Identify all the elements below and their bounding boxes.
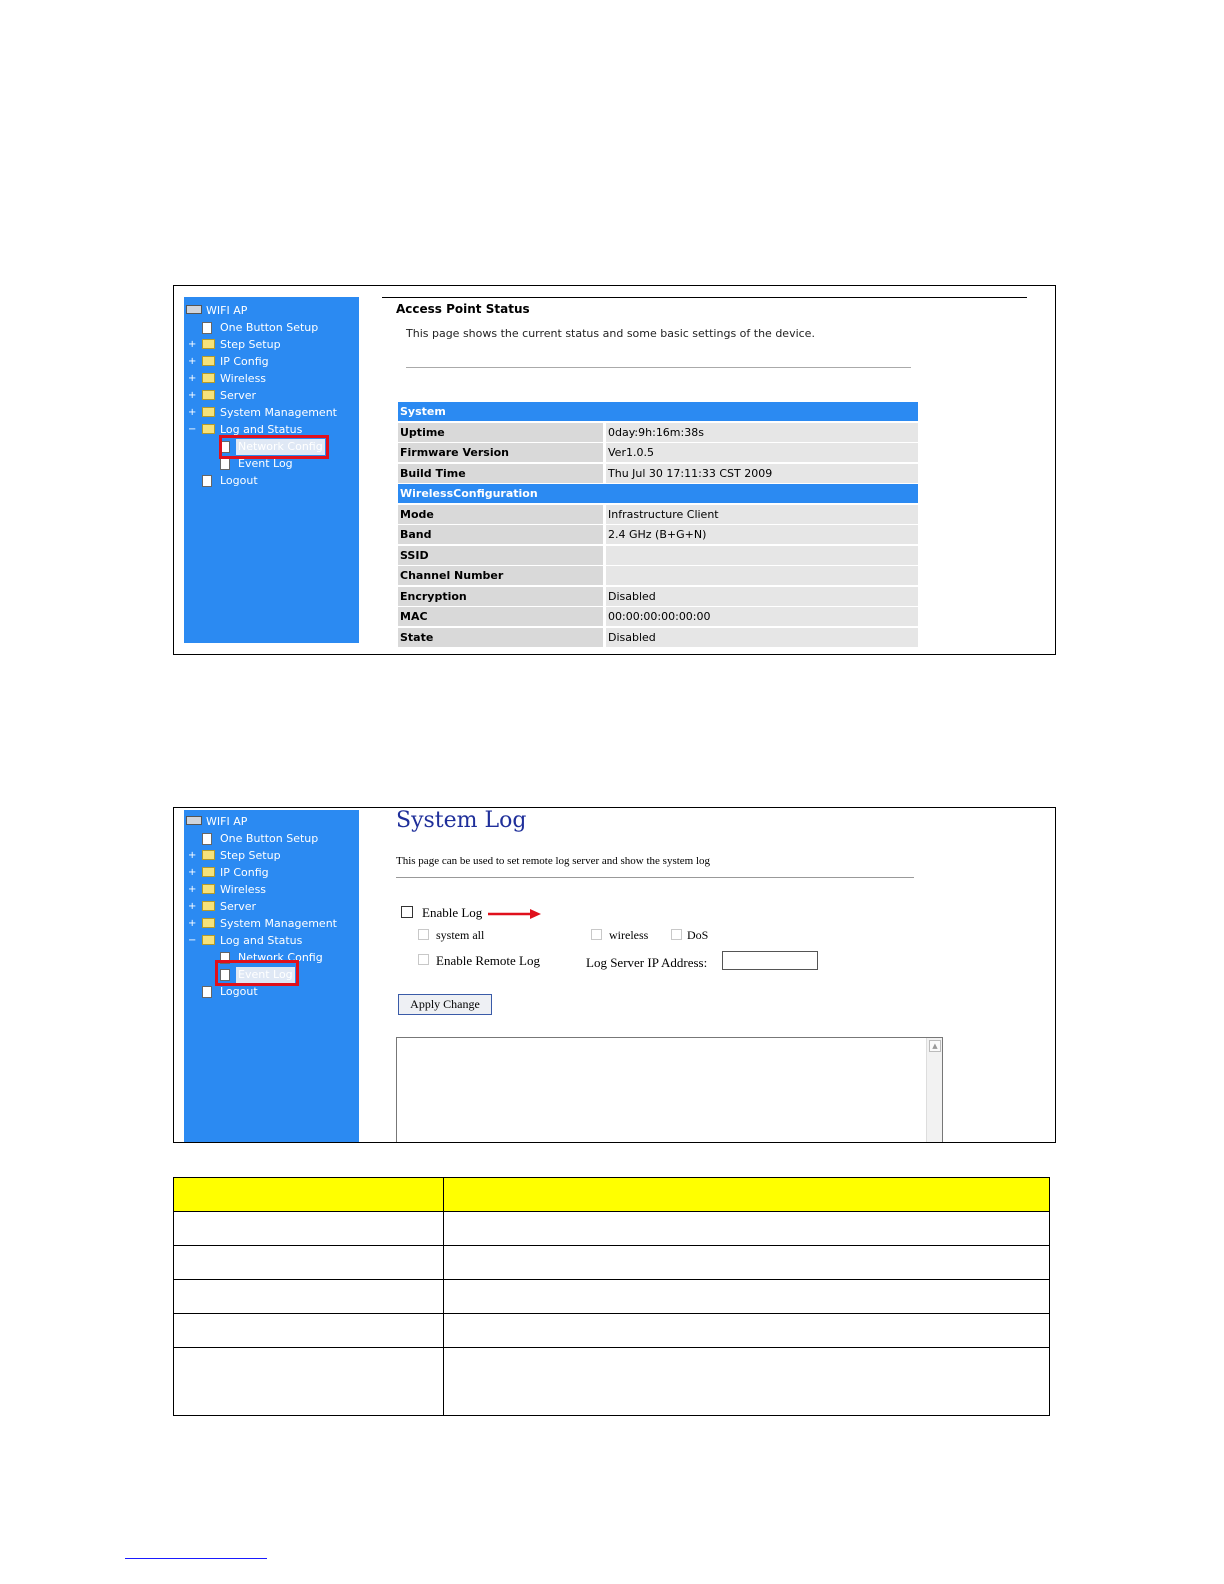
status-table (398, 402, 918, 648)
folder-icon (202, 918, 215, 928)
system-log-textarea[interactable] (396, 1037, 943, 1143)
enable-log-checkbox[interactable] (401, 906, 413, 918)
page-icon (202, 475, 212, 487)
table-row: Firmware Version Ver1.0.5 (398, 443, 918, 462)
divider (396, 877, 914, 878)
page-icon (220, 458, 230, 470)
collapse-icon[interactable]: − (188, 424, 197, 435)
page-title: System Log (396, 808, 527, 833)
expand-icon[interactable]: + (188, 901, 197, 912)
wireless-label: wireless (609, 928, 649, 942)
table-cell (174, 1348, 444, 1416)
table-row: Uptime 0day:9h:16m:38s (398, 423, 918, 442)
table-header-row (174, 1178, 1050, 1212)
table-cell (444, 1280, 1050, 1314)
table-row: Band 2.4 GHz (B+G+N) (398, 525, 918, 544)
dos-checkbox[interactable] (671, 929, 682, 940)
table-row (174, 1246, 1050, 1280)
table-row: Encryption Disabled (398, 587, 918, 606)
table-cell (444, 1348, 1050, 1416)
highlight-box (219, 435, 329, 459)
folder-icon (202, 884, 215, 894)
table-header-cell (174, 1178, 444, 1212)
table-cell (174, 1314, 444, 1348)
expand-icon[interactable]: + (188, 918, 197, 929)
expand-icon[interactable]: + (188, 356, 197, 367)
sidebar-tree: WIFI AP One Button Setup + Step Setup + IP Config + Wireless + Server + System Management − Log and Status Network Config Event Log Logout (184, 810, 359, 1143)
sidebar-tree: WIFI AP One Button Setup + Step Setup + IP Config + Wireless + Server + System Management − Log and Status Network Config Event Log Logout (184, 297, 359, 643)
expand-icon[interactable]: + (188, 373, 197, 384)
table-row (174, 1280, 1050, 1314)
table-row (174, 1348, 1050, 1416)
table-row: Mode Infrastructure Client (398, 505, 918, 524)
enable-remote-log-checkbox[interactable] (418, 954, 429, 965)
table-row (174, 1212, 1050, 1246)
log-server-ip-input[interactable] (722, 951, 818, 970)
system-all-label: system all (436, 928, 485, 942)
section-header-system: System (398, 402, 918, 421)
folder-icon (202, 356, 215, 366)
divider (406, 367, 911, 368)
dos-label: DoS (687, 928, 709, 942)
expand-icon[interactable]: + (188, 867, 197, 878)
apply-change-button[interactable]: Apply Change (398, 994, 492, 1015)
highlight-box (215, 960, 299, 986)
section-header-wireless: WirelessConfiguration (398, 484, 918, 503)
network-device-icon (186, 816, 202, 825)
expand-icon[interactable]: + (188, 884, 197, 895)
scroll-up-icon[interactable]: ▲ (929, 1040, 941, 1052)
network-device-icon (186, 305, 202, 314)
table-cell (174, 1246, 444, 1280)
folder-icon (202, 390, 215, 400)
table-row: MAC 00:00:00:00:00:00 (398, 607, 918, 626)
enable-remote-log-label: Enable Remote Log (436, 953, 540, 968)
page-description: This page shows the current status and some basic settings of the device. (406, 327, 815, 340)
open-folder-icon (202, 424, 215, 434)
table-row: Build Time Thu Jul 30 17:11:33 CST 2009 (398, 464, 918, 483)
expand-icon[interactable]: + (188, 850, 197, 861)
system-log-screenshot (173, 807, 1056, 1143)
folder-icon (202, 901, 215, 911)
access-point-status-screenshot (173, 285, 1056, 655)
system-all-checkbox[interactable] (418, 929, 429, 940)
page-title: Access Point Status (396, 302, 530, 316)
table-row (174, 1314, 1050, 1348)
table-cell (444, 1246, 1050, 1280)
expand-icon[interactable]: + (188, 339, 197, 350)
table-row: SSID (398, 546, 918, 565)
red-arrow-icon (488, 908, 542, 920)
folder-icon (202, 407, 215, 417)
enable-log-label: Enable Log (422, 905, 483, 920)
table-row: Channel Number (398, 566, 918, 585)
page-icon (202, 322, 212, 334)
expand-icon[interactable]: + (188, 390, 197, 401)
table-cell (174, 1280, 444, 1314)
top-divider (382, 297, 1027, 298)
table-row: State Disabled (398, 628, 918, 647)
table-cell (174, 1212, 444, 1246)
table-cell (444, 1314, 1050, 1348)
page-description: This page can be used to set remote log server and show the system log (396, 855, 711, 867)
scrollbar[interactable] (926, 1038, 942, 1143)
page-icon (202, 833, 212, 845)
folder-icon (202, 373, 215, 383)
table-cell (444, 1212, 1050, 1246)
folder-icon (202, 867, 215, 877)
collapse-icon[interactable]: − (188, 935, 197, 946)
folder-icon (202, 339, 215, 349)
folder-icon (202, 850, 215, 860)
table-header-cell (444, 1178, 1050, 1212)
footer-link-underline (125, 1558, 267, 1559)
wireless-checkbox[interactable] (591, 929, 602, 940)
parameter-table (173, 1177, 1050, 1416)
log-server-ip-label: Log Server IP Address: (586, 955, 708, 970)
open-folder-icon (202, 935, 215, 945)
page-icon (202, 986, 212, 998)
expand-icon[interactable]: + (188, 407, 197, 418)
